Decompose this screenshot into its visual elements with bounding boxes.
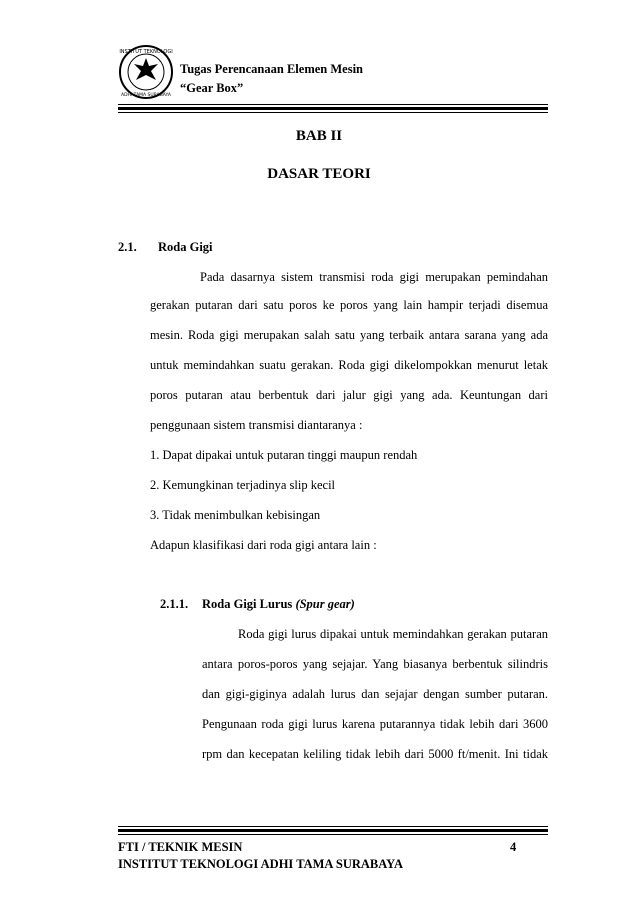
section-paragraph-line: untuk memindahkan suatu gerakan. Roda gigi dikelompokkan menurut letak bbox=[150, 358, 548, 372]
chapter-title: DASAR TEORI bbox=[267, 166, 371, 182]
subsection-title: Roda Gigi Lurus bbox=[202, 597, 293, 611]
subsection-title-italic: (Spur gear) bbox=[295, 597, 355, 611]
header-rule-thick bbox=[118, 107, 548, 110]
section-title: Roda Gigi bbox=[158, 240, 213, 254]
svg-text:INSTITUT TEKNOLOGI: INSTITUT TEKNOLOGI bbox=[119, 49, 173, 55]
section-number: 2.1. bbox=[118, 240, 137, 254]
subsection-paragraph-line: antara poros-poros yang sejajar. Yang biasanya berbentuk silindris bbox=[202, 657, 548, 671]
subsection-paragraph-line: dan gigi-giginya adalah lurus dan sejajar dengan sumber putaran. bbox=[202, 687, 548, 701]
footer-department: FTI / TEKNIK MESIN bbox=[118, 840, 243, 854]
subsection-paragraph-line: Pengunaan roda gigi lurus karena putarannya tidak lebih dari 3600 bbox=[202, 717, 548, 731]
list-item: 1. Dapat dipakai untuk putaran tinggi maupun rendah bbox=[150, 448, 418, 462]
subsection-paragraph-line: rpm dan kecepatan keliling tidak lebih dari 5000 ft/menit. Ini tidak bbox=[202, 747, 548, 761]
header-title: Tugas Perencanaan Elemen Mesin bbox=[180, 62, 363, 76]
chapter-number: BAB II bbox=[295, 128, 343, 144]
institution-seal-logo bbox=[118, 44, 174, 100]
list-item: 2. Kemungkinan terjadinya slip kecil bbox=[150, 478, 336, 492]
header-rule-thin-2 bbox=[118, 112, 548, 113]
footer-rule-thin bbox=[118, 826, 548, 827]
header-rule-thin bbox=[118, 104, 548, 105]
footer-rule-thick bbox=[118, 829, 548, 832]
section-paragraph-line: Pada dasarnya sistem transmisi roda gigi merupakan pemindahan bbox=[200, 270, 548, 284]
header-subtitle: “Gear Box” bbox=[180, 81, 244, 95]
section-closing-line: Adapun klasifikasi dari roda gigi antara lain : bbox=[150, 538, 377, 552]
list-item: 3. Tidak menimbulkan kebisingan bbox=[150, 508, 321, 522]
section-paragraph-line: gerakan putaran dari satu poros ke poros yang lain hampir terjadi disemua bbox=[150, 298, 548, 312]
section-paragraph-line: poros putaran atau berbentuk dari jalur gigi yang ada. Keuntungan dari bbox=[150, 388, 548, 402]
svg-text:ADHI TAMA SURABAYA: ADHI TAMA SURABAYA bbox=[120, 93, 172, 98]
subsection-paragraph-line: Roda gigi lurus dipakai untuk memindahkan gerakan putaran bbox=[238, 627, 548, 641]
page-number: 4 bbox=[510, 840, 517, 854]
subsection-heading bbox=[202, 597, 355, 612]
footer-rule-thin-2 bbox=[118, 834, 548, 835]
footer-institution: INSTITUT TEKNOLOGI ADHI TAMA SURABAYA bbox=[118, 857, 404, 871]
subsection-number: 2.1.1. bbox=[160, 597, 189, 611]
section-paragraph-line: penggunaan sistem transmisi diantaranya : bbox=[150, 418, 363, 432]
section-paragraph-line: mesin. Roda gigi merupakan salah satu yang terbaik antara sarana yang ada bbox=[150, 328, 548, 342]
